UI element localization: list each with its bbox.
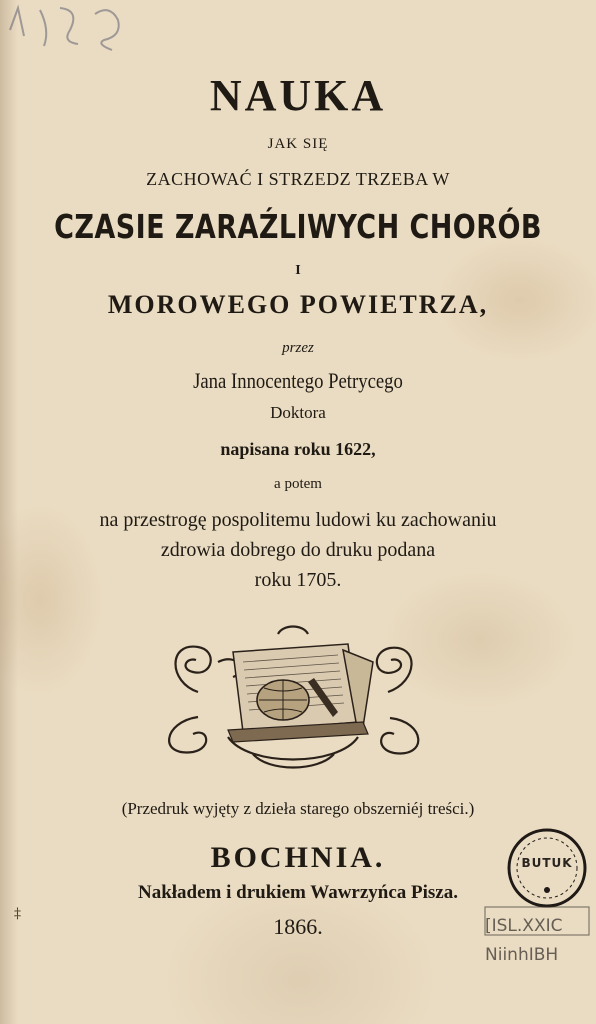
author-name: Jana Innocentego Petrycego: [193, 368, 403, 393]
published-year: roku 1705.: [254, 569, 342, 591]
publisher-line: Nakładem i drukiem Wawrzyńca Pisza.: [137, 882, 458, 903]
by-line: przez: [282, 340, 314, 356]
subtitle-line-2: ZACHOWAĆ I STRZEDZ TRZEBA W: [146, 169, 450, 189]
author-title: Doktora: [270, 403, 326, 422]
purpose-line-2: zdrowia dobrego do druku podana: [160, 539, 436, 561]
print-year: 1866.: [273, 914, 323, 939]
stamp-text: BUTUK: [521, 856, 573, 870]
place-of-print: BOCHNIA.: [210, 841, 386, 874]
subtitle-line-1: JAK SIĘ: [267, 136, 329, 152]
subtitle-line-4: I: [295, 263, 301, 278]
title: NAUKA: [209, 71, 387, 120]
written-year: napisana roku 1622,: [220, 439, 376, 459]
subtitle-line-3: CZASIE ZARAŹLIWYCH CHORÓB: [54, 207, 542, 246]
shelf-mark: [ISL.XXIC NiinhIBH: [485, 916, 563, 965]
purpose-line-1: na przestrogę pospolitemu ludowi ku zachowaniu: [99, 509, 497, 531]
printers-ornament-illustration: [158, 622, 428, 772]
margin-mark: ‡: [14, 906, 21, 922]
handwritten-scribble: [0, 0, 150, 60]
subtitle-line-5: MOROWEGO POWIETRZA,: [107, 290, 489, 319]
reprint-note: (Przedruk wyjęty z dzieła starego obszerniéj treści.): [121, 799, 475, 818]
then-line: a potem: [274, 476, 322, 492]
